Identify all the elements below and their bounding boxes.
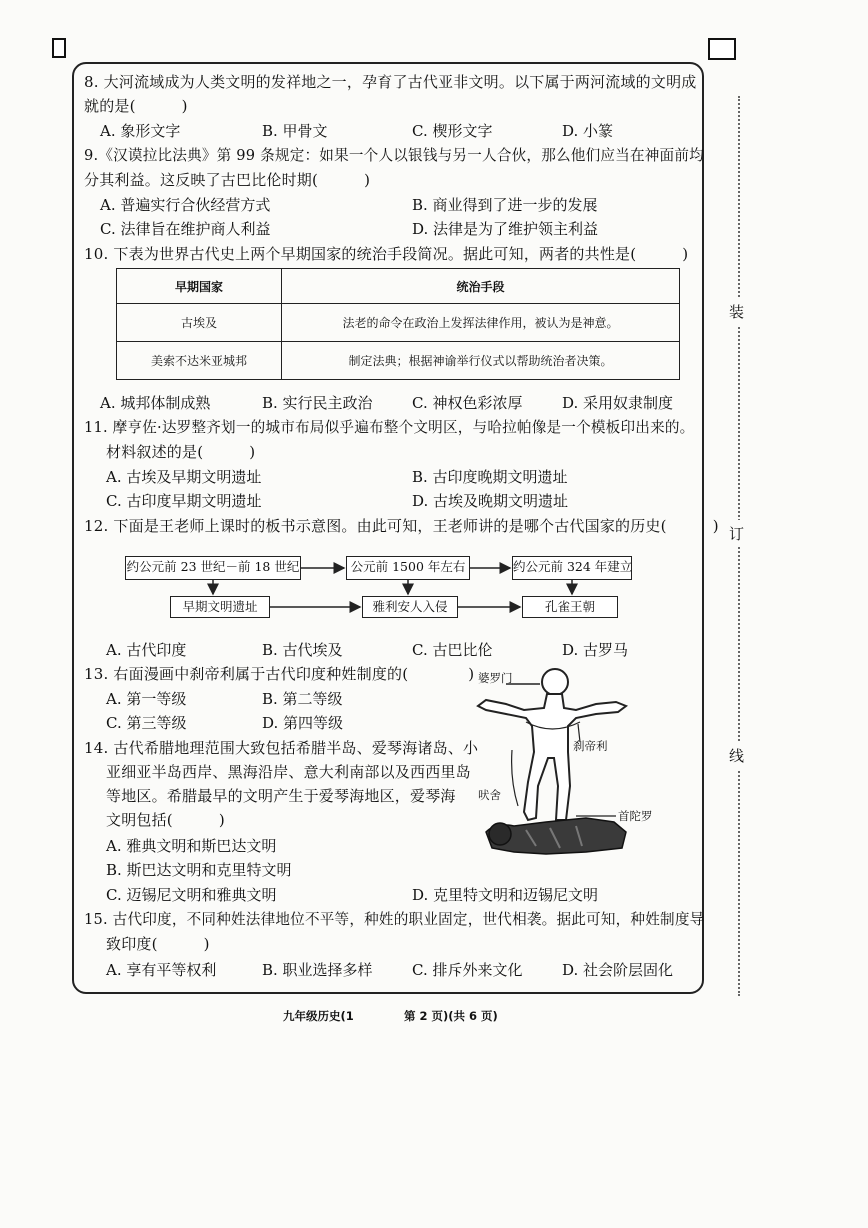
q12-option-a: A. 古代印度 [106, 641, 187, 659]
q10-stem: 10. 下表为世界古代史上两个早期国家的统治手段简况。据此可知，两者的共性是( ) [84, 245, 689, 263]
q13-stem: 13. 右面漫画中刹帝利属于古代印度种姓制度的( ) [84, 665, 475, 683]
q8-stem-line1: 8. 大河流域成为人类文明的发祥地之一，孕育了古代亚非文明。以下属于两河流域的文明成 [84, 73, 697, 91]
flow-box-top-1: 约公元前 23 世纪－前 18 世纪 [125, 556, 301, 580]
table-row [117, 304, 680, 342]
q9-stem-line2: 分其利益。这反映了古巴比伦时期( ) [84, 171, 371, 189]
binding-char-zhuang: 装 [729, 298, 744, 325]
flow-box-top-2: 公元前 1500 年左右 [346, 556, 470, 580]
q8-stem-line2: 就的是( ) [84, 97, 188, 115]
table-cell: 古埃及 [117, 304, 282, 342]
q9-option-d: D. 法律是为了维护领主利益 [412, 220, 599, 238]
q11-option-b: B. 古印度晚期文明遗址 [412, 468, 568, 486]
q10-option-c: C. 神权色彩浓厚 [412, 394, 523, 412]
q9-option-a: A. 普遍实行合伙经营方式 [100, 196, 271, 214]
q13-option-d: D. 第四等级 [262, 714, 344, 732]
q10-option-b: B. 实行民主政治 [262, 394, 373, 412]
q15-option-c: C. 排斥外来文化 [412, 961, 523, 979]
q14-option-c: C. 迈锡尼文明和雅典文明 [106, 886, 277, 904]
q15-stem-line1: 15. 古代印度，不同种姓法律地位不平等，种姓的职业固定，世代相袭。据此可知，种姓制度导 [84, 911, 705, 928]
footer-page-number: 第 2 页)(共 6 页) [404, 1009, 498, 1023]
cartoon-label-brahmin: 婆罗门 [478, 671, 513, 685]
q9-option-b: B. 商业得到了进一步的发展 [412, 196, 598, 214]
q9-option-c: C. 法律旨在维护商人利益 [100, 220, 271, 238]
flow-box-bottom-1: 早期文明遗址 [170, 596, 270, 618]
q12-option-d: D. 古罗马 [562, 641, 629, 659]
q11-stem-line2: 材料叙述的是( ) [106, 443, 256, 461]
q8-option-b: B. 甲骨文 [262, 122, 328, 140]
table-header-means: 统治手段 [282, 269, 680, 304]
cartoon-label-vaishya: 吠舍 [478, 788, 501, 802]
q9-stem-line1: 9.《汉谟拉比法典》第 99 条规定：如果一个人以银钱与另一人合伙，那么他们应当在神面前均 [84, 147, 704, 164]
table-row [117, 342, 680, 380]
q10-option-d: D. 采用奴隶制度 [562, 394, 674, 412]
q13-option-a: A. 第一等级 [106, 690, 187, 708]
q14-option-d: D. 克里特文明和迈锡尼文明 [412, 886, 599, 904]
q15-option-a: A. 享有平等权利 [106, 961, 217, 979]
flow-box-top-3: 约公元前 324 年建立 [512, 556, 632, 580]
q13-option-c: C. 第三等级 [106, 714, 187, 732]
flow-box-bottom-3: 孔雀王朝 [522, 596, 618, 618]
q12-option-b: B. 古代埃及 [262, 641, 343, 659]
q15-option-b: B. 职业选择多样 [262, 961, 373, 979]
table-header-state: 早期国家 [117, 269, 282, 304]
q8-option-c: C. 楔形文字 [412, 122, 493, 140]
q15-stem-line2: 致印度( ) [106, 935, 210, 953]
q8-option-d: D. 小篆 [562, 122, 614, 140]
q11-option-c: C. 古印度早期文明遗址 [106, 492, 262, 510]
binding-char-ding: 订 [729, 520, 744, 547]
q14-stem-line4: 文明包括( ) [106, 811, 225, 829]
table-cell: 法老的命令在政治上发挥法律作用，被认为是神意。 [282, 304, 680, 342]
q11-stem-line1: 11. 摩亨佐·达罗整齐划一的城市布局似乎遍布整个文明区，与哈拉帕像是一个模板印出来的。 [84, 419, 695, 436]
cartoon-label-kshatriya: 刹帝利 [573, 739, 608, 753]
cartoon-label-shudra: 首陀罗 [618, 809, 653, 823]
q11-option-d: D. 古埃及晚期文明遗址 [412, 492, 569, 510]
table-cell: 制定法典；根据神谕举行仪式以帮助统治者决策。 [282, 342, 680, 380]
q14-stem-line2: 亚细亚半岛西岸、黑海沿岸、意大利南部以及西西里岛 [106, 763, 471, 781]
q10-table [116, 268, 680, 380]
q14-stem-line3: 等地区。希腊最早的文明产生于爱琴海地区，爱琴海 [106, 787, 456, 805]
q11-option-a: A. 古埃及早期文明遗址 [106, 468, 262, 486]
footer-subject: 九年级历史(1 [283, 1009, 354, 1023]
flow-box-bottom-2: 雅利安人入侵 [362, 596, 458, 618]
q12-option-c: C. 古巴比伦 [412, 641, 493, 659]
q14-stem-line1: 14. 古代希腊地理范围大致包括希腊半岛、爱琴海诸岛、小 [84, 739, 479, 757]
q8-option-a: A. 象形文字 [100, 122, 181, 140]
q12-stem: 12. 下面是王老师上课时的板书示意图。由此可知，王老师讲的是哪个古代国家的历史( ) [84, 517, 719, 535]
q10-option-a: A. 城邦体制成熟 [100, 394, 211, 412]
caste-cartoon [466, 662, 666, 868]
q15-option-d: D. 社会阶层固化 [562, 961, 674, 979]
corner-mark-left [52, 38, 66, 58]
binding-char-xian: 线 [729, 742, 744, 769]
corner-mark-right [708, 38, 736, 60]
q13-option-b: B. 第二等级 [262, 690, 343, 708]
q14-option-b: B. 斯巴达文明和克里特文明 [106, 861, 292, 879]
table-cell: 美索不达米亚城邦 [117, 342, 282, 380]
q14-option-a: A. 雅典文明和斯巴达文明 [106, 837, 277, 855]
table-header-row [117, 269, 680, 304]
